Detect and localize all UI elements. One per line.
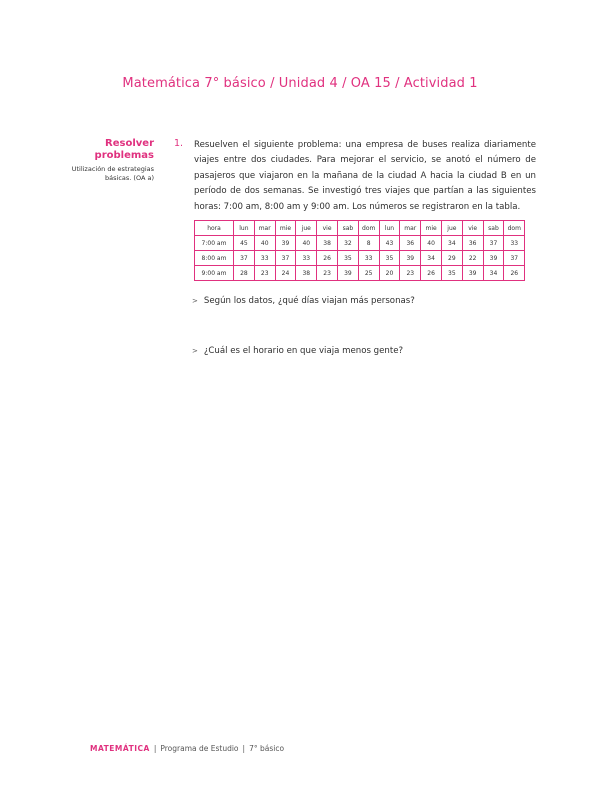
question-item <box>192 346 403 356</box>
table-header-day: dom <box>504 221 525 236</box>
footer-separator: | <box>242 744 246 753</box>
table-header-day: vie <box>317 221 338 236</box>
table-cell: 39 <box>483 251 504 266</box>
table-cell: 23 <box>254 266 275 281</box>
table-cell: 33 <box>358 251 379 266</box>
table-cell: 24 <box>275 266 296 281</box>
table-cell-hora: 9:00 am <box>195 266 234 281</box>
table-header-day: mie <box>421 221 442 236</box>
table-cell: 39 <box>400 251 421 266</box>
table-header-day: vie <box>462 221 483 236</box>
table-cell: 40 <box>296 236 317 251</box>
table-cell: 33 <box>296 251 317 266</box>
passenger-table-container <box>194 220 525 281</box>
table-cell: 22 <box>462 251 483 266</box>
table-cell: 43 <box>379 236 400 251</box>
table-cell: 36 <box>462 236 483 251</box>
table-cell: 26 <box>504 266 525 281</box>
table-cell: 39 <box>275 236 296 251</box>
table-header-day: mar <box>400 221 421 236</box>
table-cell-hora: 8:00 am <box>195 251 234 266</box>
page-footer <box>90 744 284 753</box>
skill-heading-line2: problemas <box>94 150 154 161</box>
table-header-day: lun <box>379 221 400 236</box>
problem-number: 1. <box>174 138 184 149</box>
table-cell: 37 <box>275 251 296 266</box>
table-header-day: sab <box>483 221 504 236</box>
skill-description <box>60 165 154 183</box>
table-cell: 33 <box>504 236 525 251</box>
table-cell: 8 <box>358 236 379 251</box>
table-header-day: mar <box>254 221 275 236</box>
question-item <box>192 296 415 306</box>
problem-block <box>174 138 536 215</box>
table-cell: 38 <box>317 236 338 251</box>
problem-statement: Resuelven el siguiente problema: una empresa de buses realiza diariamente viajes entre dos ciudades. Para mejorar el servicio, se anotó el número de pasajeros que viajaron en la mañana de la ciudad A hacia la ciudad B en un período de dos semanas. Se investigó tres viajes que partían a las siguientes horas: 7:00 am, 8:00 am y 9:00 am. Los números se registraron en la tabla. <box>194 140 536 212</box>
table-header-day: jue <box>441 221 462 236</box>
table-cell: 35 <box>379 251 400 266</box>
table-cell: 37 <box>483 236 504 251</box>
table-row <box>195 236 525 251</box>
table-cell: 38 <box>296 266 317 281</box>
table-cell: 26 <box>317 251 338 266</box>
table-cell: 26 <box>421 266 442 281</box>
table-cell: 37 <box>234 251 255 266</box>
table-cell: 40 <box>254 236 275 251</box>
table-cell: 34 <box>483 266 504 281</box>
table-header-day: mie <box>275 221 296 236</box>
table-header-day: dom <box>358 221 379 236</box>
table-cell: 37 <box>504 251 525 266</box>
table-cell: 23 <box>317 266 338 281</box>
footer-grade: 7° básico <box>249 744 285 753</box>
table-cell: 32 <box>337 236 358 251</box>
table-cell: 25 <box>358 266 379 281</box>
table-cell: 39 <box>462 266 483 281</box>
table-cell: 45 <box>234 236 255 251</box>
page-title: Matemática 7° básico / Unidad 4 / OA 15 / Actividad 1 <box>122 76 478 91</box>
skill-description-line2: básicas. (OA a) <box>105 174 154 182</box>
skill-heading <box>60 138 154 162</box>
chevron-right-icon: > <box>192 347 198 355</box>
table-cell: 35 <box>337 251 358 266</box>
table-cell: 39 <box>337 266 358 281</box>
table-cell: 34 <box>441 236 462 251</box>
table-header-day: lun <box>234 221 255 236</box>
table-cell: 29 <box>441 251 462 266</box>
skill-heading-line1: Resolver <box>105 138 154 149</box>
question-text: ¿Cuál es el horario en que viaja menos gente? <box>203 346 404 356</box>
skill-description-line1: Utilización de estrategias <box>71 165 154 173</box>
sidebar-skill <box>60 138 154 183</box>
question-text: Según los datos, ¿qué días viajan más personas? <box>203 296 415 306</box>
footer-separator: | <box>153 744 157 753</box>
chevron-right-icon: > <box>192 297 198 305</box>
table-header-day: sab <box>337 221 358 236</box>
passenger-table <box>194 220 525 281</box>
table-cell: 40 <box>421 236 442 251</box>
table-cell: 35 <box>441 266 462 281</box>
table-cell: 23 <box>400 266 421 281</box>
footer-program: Programa de Estudio <box>160 744 239 753</box>
table-row <box>195 266 525 281</box>
table-cell: 36 <box>400 236 421 251</box>
table-cell: 33 <box>254 251 275 266</box>
table-header-hora: hora <box>195 221 234 236</box>
table-cell: 20 <box>379 266 400 281</box>
table-header-day: jue <box>296 221 317 236</box>
table-cell: 34 <box>421 251 442 266</box>
table-cell-hora: 7:00 am <box>195 236 234 251</box>
table-header-row <box>195 221 525 236</box>
footer-subject: MATEMÁTICA <box>90 744 150 753</box>
table-row <box>195 251 525 266</box>
table-cell: 28 <box>234 266 255 281</box>
